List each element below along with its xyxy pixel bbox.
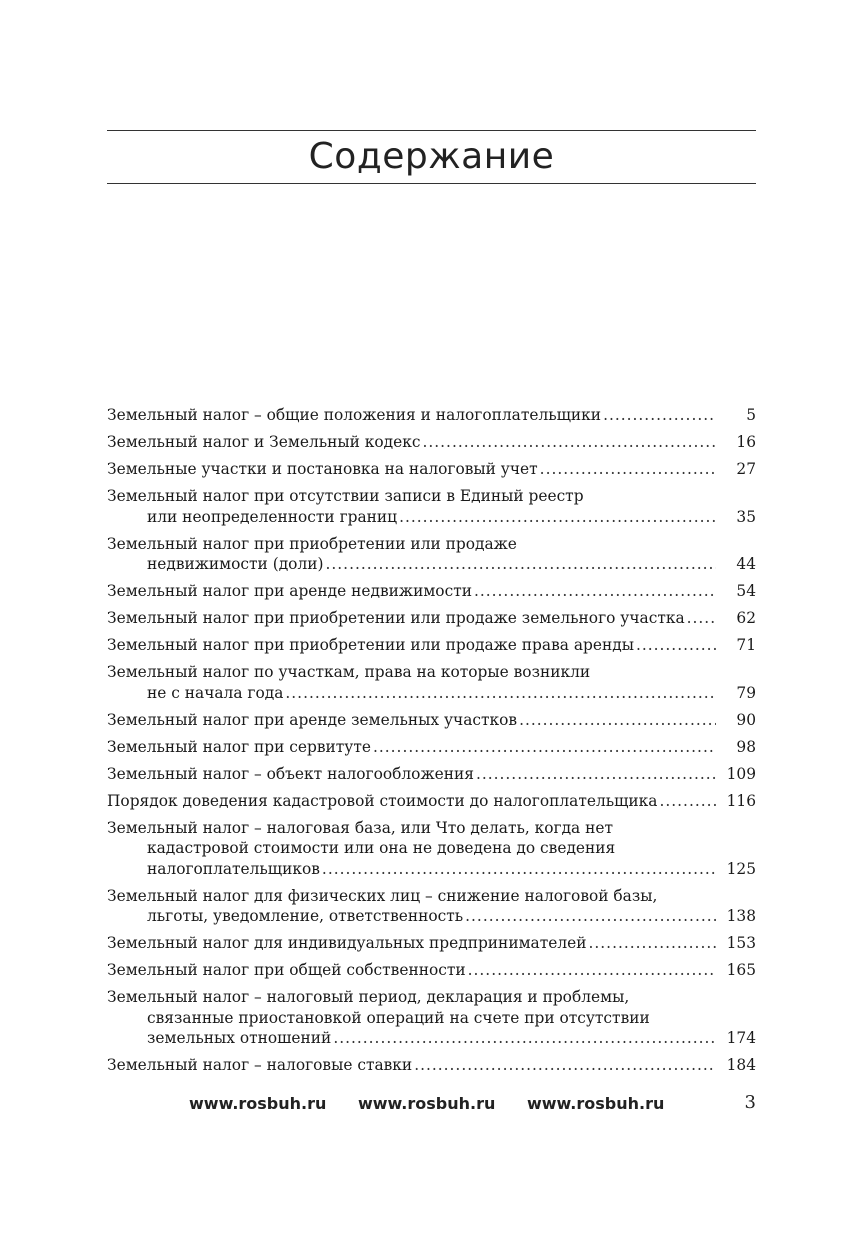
toc-entry[interactable] — [107, 581, 756, 602]
toc-entry-title-line: кадастровой стоимости или она не доведена до сведения — [147, 839, 616, 857]
dot-leader — [474, 581, 716, 602]
toc-entry-title-line: Земельный налог и Земельный кодекс — [107, 433, 421, 451]
toc-entry[interactable] — [107, 737, 756, 758]
toc-entry-title-line: Земельный налог при приобретении или продаже права аренды — [107, 636, 634, 654]
toc-entry[interactable] — [107, 405, 756, 426]
toc-page-number: 116 — [726, 791, 756, 810]
footer-link[interactable]: www.rosbuh.ru — [189, 1094, 327, 1113]
toc-entry-title-line: налогоплательщиков — [147, 859, 320, 878]
toc-page-number: 44 — [736, 555, 756, 573]
toc-page-number: 16 — [736, 433, 756, 451]
toc-page-number: 62 — [736, 609, 756, 627]
toc-page-number: 27 — [736, 460, 756, 478]
toc-entry-title-line: Порядок доведения кадастровой стоимости до налогоплательщика — [107, 791, 658, 810]
toc-page-number: 5 — [746, 406, 756, 424]
toc-entry-title-line: не с начала года — [147, 683, 284, 702]
toc-entry[interactable] — [107, 818, 756, 880]
dot-leader — [659, 791, 716, 812]
toc-page-number: 153 — [726, 934, 756, 952]
toc-entry-title-line: недвижимости (доли) — [147, 555, 324, 573]
toc-entry[interactable] — [107, 608, 756, 629]
toc-entry[interactable] — [107, 432, 756, 453]
dot-leader — [476, 764, 716, 785]
toc-page-number: 184 — [726, 1056, 756, 1074]
toc-entry[interactable] — [107, 886, 756, 927]
toc-entry-title-line: связанные приостановкой операций на счете при отсутствии — [147, 1008, 650, 1027]
toc-entry-title-line: Земельный налог при приобретении или продаже — [107, 534, 517, 553]
title-rule-bottom — [107, 183, 756, 184]
dot-leader — [468, 960, 716, 981]
toc-entry[interactable] — [107, 710, 756, 731]
toc-entry-title-line: Земельный налог – налоговая база, или Что делать, когда нет — [107, 818, 613, 837]
toc-entry[interactable] — [107, 791, 756, 812]
toc-entry[interactable] — [107, 764, 756, 785]
dot-leader — [465, 906, 716, 927]
footer-links — [189, 1094, 690, 1113]
toc-entry[interactable] — [107, 662, 756, 703]
dot-leader — [285, 683, 716, 704]
toc-entry-title-line: Земельный налог – объект налогообложения — [107, 764, 474, 783]
toc-entry-title-line: Земельный налог для физических лиц – снижение налоговой базы, — [107, 886, 658, 905]
dot-leader — [326, 554, 717, 575]
toc-entry-title-line: земельных отношений — [147, 1029, 332, 1047]
toc-entry-title-line: Земельный налог при аренде земельных участков — [107, 710, 518, 729]
dot-leader — [603, 405, 716, 426]
dot-leader — [589, 933, 717, 954]
toc-entry[interactable] — [107, 534, 756, 575]
toc-entry-title-line: Земельный налог по участкам, права на которые возникли — [107, 663, 591, 681]
toc-entry-title-line: Земельный налог при общей собственности — [107, 961, 466, 979]
dot-leader — [422, 432, 716, 453]
toc-page-number: 174 — [726, 1029, 756, 1047]
toc-entry[interactable] — [107, 635, 756, 656]
dot-leader — [687, 608, 716, 629]
dot-leader — [540, 459, 716, 480]
toc-entry-title-line: Земельные участки и постановка на налоговый учет — [107, 460, 538, 478]
toc-page-number: 90 — [736, 710, 756, 729]
toc-entry[interactable] — [107, 1055, 756, 1076]
toc-entry-title-line: Земельный налог при отсутствии записи в Единый реестр — [107, 487, 584, 505]
toc-entry[interactable] — [107, 987, 756, 1049]
toc-page-number: 165 — [726, 961, 756, 979]
toc-entry-title-line: или неопределенности границ — [147, 507, 398, 526]
dot-leader — [636, 635, 716, 656]
toc-entry[interactable] — [107, 459, 756, 480]
dot-leader — [333, 1028, 716, 1049]
table-of-contents — [107, 405, 756, 1082]
dot-leader — [399, 507, 716, 528]
toc-entry-title-line: Земельный налог для индивидуальных предпринимателей — [107, 934, 587, 952]
toc-page-number: 79 — [736, 683, 756, 702]
footer-link[interactable]: www.rosbuh.ru — [526, 1094, 665, 1113]
title-rule-top — [107, 130, 756, 131]
toc-page-number: 71 — [736, 636, 756, 654]
toc-entry[interactable] — [107, 933, 756, 954]
toc-page-number: 35 — [736, 507, 756, 526]
dot-leader — [519, 710, 716, 731]
toc-entry-title-line: Земельный налог – налоговые ставки — [107, 1056, 413, 1074]
toc-entry[interactable] — [107, 486, 756, 527]
footer-link[interactable]: www.rosbuh.ru — [357, 1094, 496, 1113]
toc-page-number: 125 — [726, 859, 756, 878]
toc-page-number: 54 — [736, 582, 756, 600]
toc-page-number: 138 — [726, 907, 756, 925]
dot-leader — [322, 859, 716, 880]
dot-leader — [414, 1055, 716, 1076]
page-number: 3 — [744, 1092, 756, 1113]
toc-entry-title-line: Земельный налог при приобретении или продаже земельного участка — [107, 609, 685, 627]
toc-page-number: 109 — [726, 764, 756, 783]
toc-entry[interactable] — [107, 960, 756, 981]
toc-entry-title-line: Земельный налог – общие положения и налогоплательщики — [107, 406, 602, 424]
page-title: Содержание — [308, 136, 555, 177]
toc-page-number: 98 — [736, 737, 756, 756]
toc-entry-title-line: Земельный налог – налоговый период, декларация и проблемы, — [107, 988, 630, 1006]
toc-entry-title-line: Земельный налог при аренде недвижимости — [107, 582, 472, 600]
page-footer — [107, 1094, 756, 1118]
dot-leader — [373, 737, 716, 758]
toc-entry-title-line: Земельный налог при сервитуте — [107, 737, 371, 756]
toc-entry-title-line: льготы, уведомление, ответственность — [147, 907, 464, 925]
